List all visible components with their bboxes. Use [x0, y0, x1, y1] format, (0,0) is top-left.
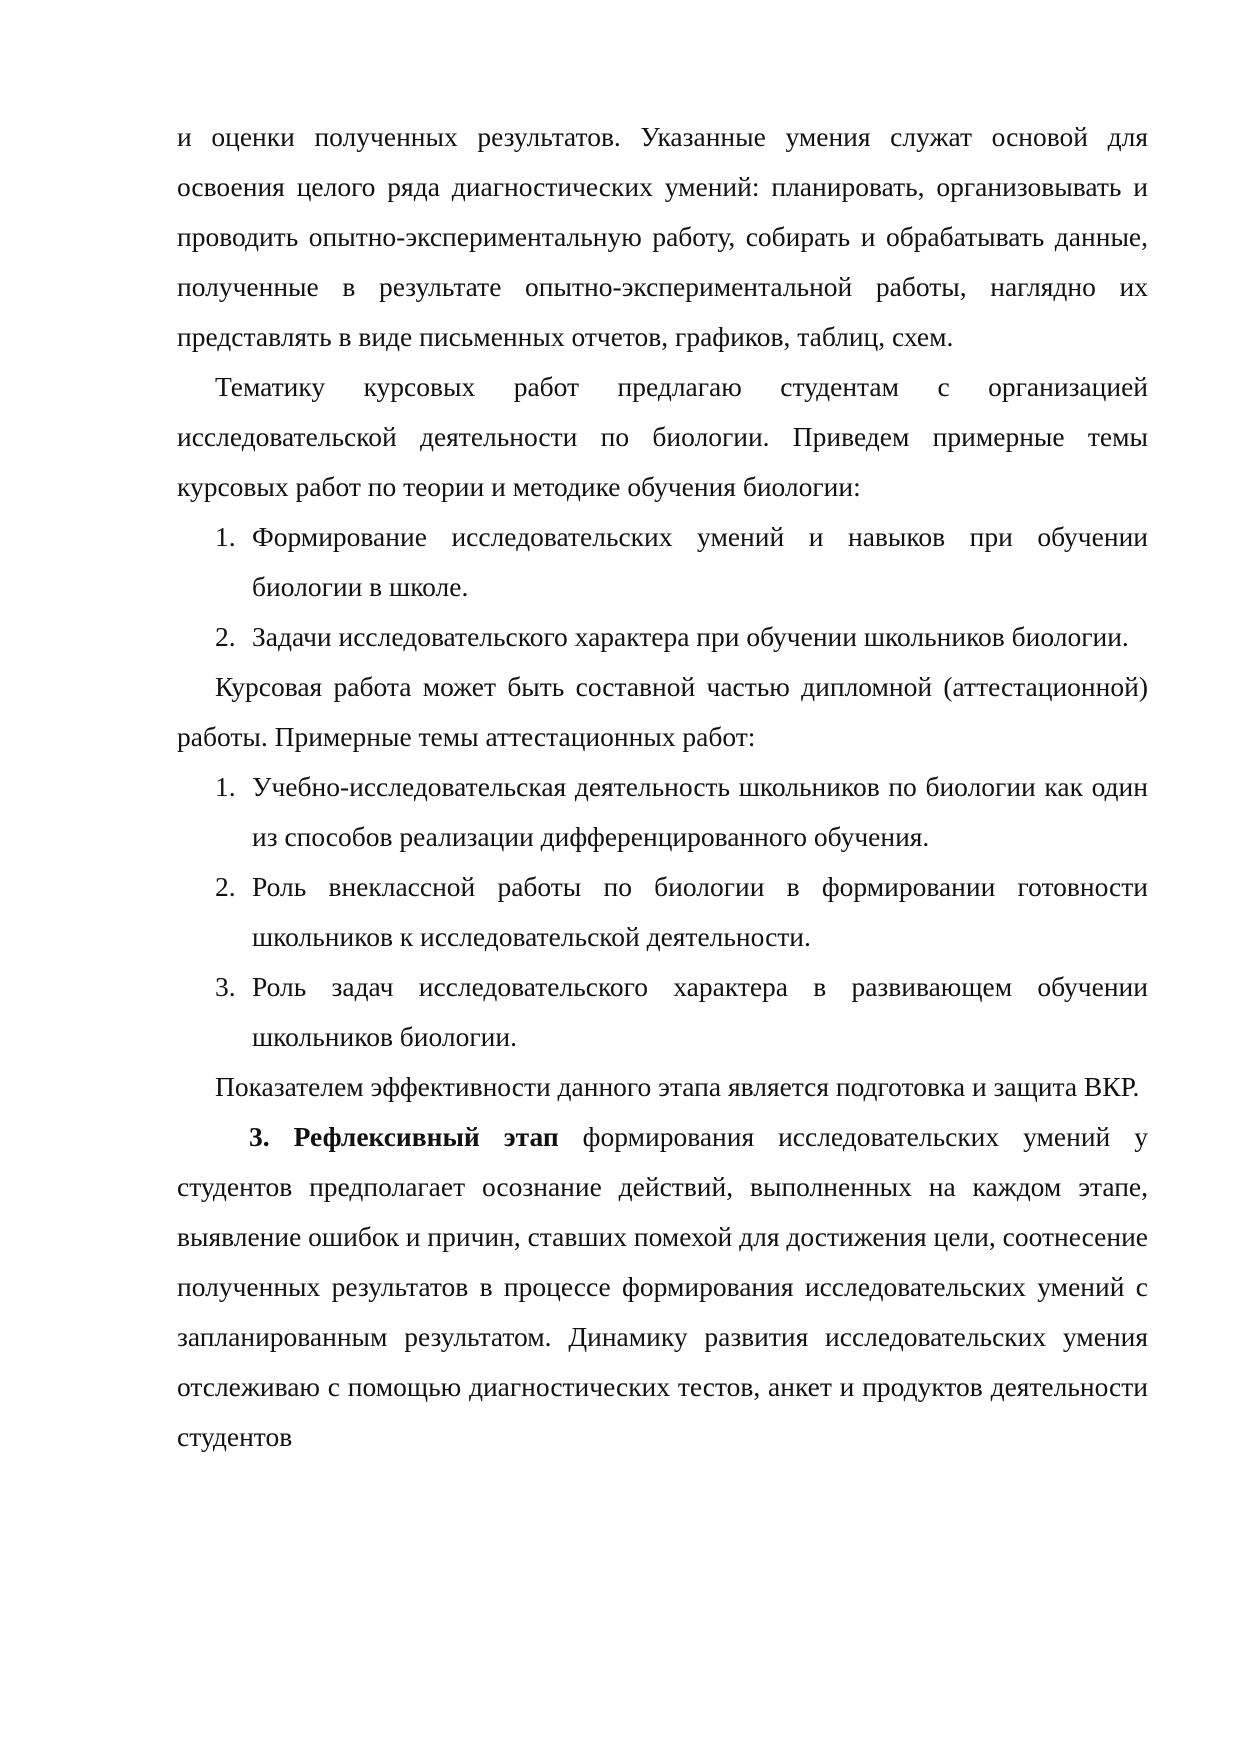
list-number: 1. [215, 521, 236, 552]
list-number: 1. [215, 771, 236, 802]
list-text: Роль задач исследовательского характера в развивающем обучении школьников биологии. [252, 971, 1148, 1052]
list-text: Формирование исследовательских умений и навыков при обучении биологии в школе. [252, 521, 1148, 602]
stage-heading: 3. Рефлексивный этап [249, 1121, 559, 1152]
list-item [177, 862, 1148, 962]
paragraph-reflexive-stage [177, 1112, 1148, 1462]
list-number: 2. [215, 621, 236, 652]
paragraph-thesis: Курсовая работа может быть составной частью дипломной (аттестационной) работы. Примерные темы аттестационных работ: [177, 671, 1148, 752]
list-number: 2. [215, 871, 236, 902]
list-item [177, 762, 1148, 862]
list-item [177, 612, 1148, 662]
stage-text: формирования исследовательских умений у студентов предполагает осознание действий, выполненных на каждом этапе, выявление ошибок и причин, ставших помехой для достижения цели, соотнесение полученных результатов в процессе формирования исследовательских умений с запланированным результатом. Динамику развития исследовательских умения отслеживаю с помощью диагностических тестов, анкет и продуктов деятельности студентов [177, 1121, 1148, 1452]
thesis-topics-list [177, 762, 1148, 1062]
list-text: Учебно-исследовательская деятельность школьников по биологии как один из способов реализации дифференцированного обучения. [252, 771, 1148, 852]
paragraph-results: и оценки полученных результатов. Указанные умения служат основой для освоения целого ряда диагностических умений: планировать, организовывать и проводить опытно-экспериментальную работу, собирать и обрабатывать данные, полученные в результате опытно-экспериментальной работы, наглядно их представлять в виде письменных отчетов, графиков, таблиц, схем. [177, 121, 1148, 352]
list-text: Задачи исследовательского характера при обучении школьников биологии. [252, 621, 1129, 652]
paragraph-coursework-topics: Тематику курсовых работ предлагаю студентам с организацией исследовательской деятельности по биологии. Приведем примерные темы курсовых работ по теории и методике обучения биологии: [177, 371, 1148, 502]
list-item [177, 962, 1148, 1062]
list-number: 3. [215, 971, 236, 1002]
coursework-topics-list [177, 512, 1148, 662]
list-item [177, 512, 1148, 612]
paragraph-effectiveness: Показателем эффективности данного этапа является подготовка и защита ВКР. [215, 1071, 1140, 1102]
list-text: Роль внеклассной работы по биологии в формировании готовности школьников к исследовательской деятельности. [252, 871, 1148, 952]
document-page [177, 112, 1148, 1462]
